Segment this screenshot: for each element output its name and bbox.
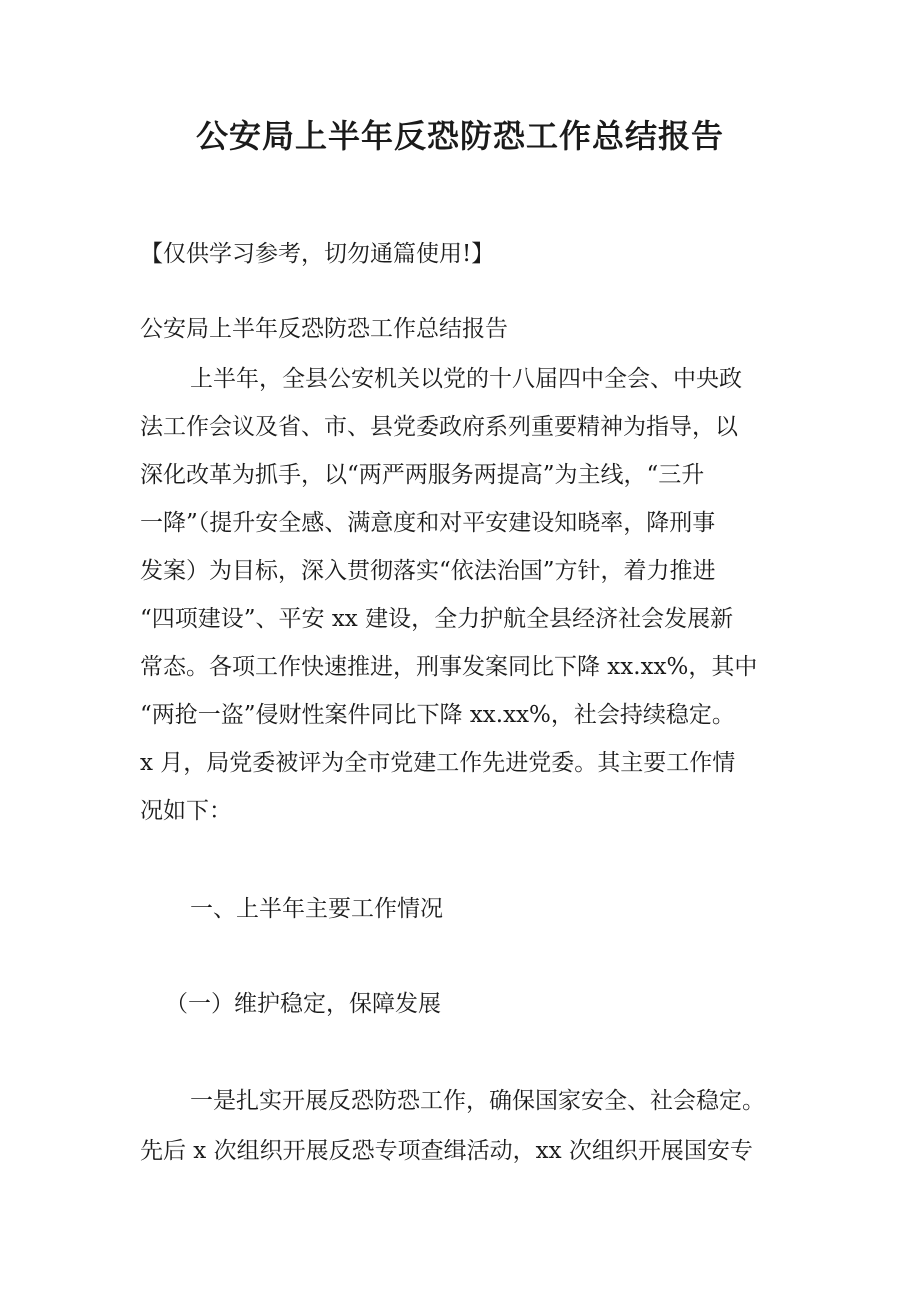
- paragraph-line: 发案）为目标，深入贯彻落实“依法治国”方针，着力推进: [140, 558, 716, 584]
- subsection-heading: （一）维护稳定，保障发展: [165, 991, 441, 1017]
- paragraph-line: 一降”（提升安全感、满意度和对平安建设知晓率，降刑事: [140, 510, 716, 536]
- paragraph-line: 况如下：: [140, 798, 232, 824]
- paragraph-line: x 月，局党委被评为全市党建工作先进党委。其主要工作情: [140, 750, 736, 776]
- document-title: 公安局上半年反恐防恐工作总结报告: [195, 117, 724, 155]
- paragraph-line: 法工作会议及省、市、县党委政府系列重要精神为指导，以: [140, 414, 738, 440]
- paragraph-line: 常态。各项工作快速推进，刑事发案同比下降 xx.xx%，其中: [140, 654, 758, 680]
- paragraph-line: 先后 x 次组织开展反恐专项查缉活动，xx 次组织开展国安专: [140, 1138, 753, 1164]
- paragraph-line: “四项建设”、平安 xx 建设，全力护航全县经济社会发展新: [140, 606, 734, 632]
- paragraph-line: 一是扎实开展反恐防恐工作，确保国家安全、社会稳定。: [190, 1088, 765, 1114]
- paragraph-line: 深化改革为抓手，以“两严两服务两提高”为主线，“三升: [140, 462, 705, 488]
- paragraph-line: “两抢一盗”侵财性案件同比下降 xx.xx%，社会持续稳定。: [140, 702, 735, 728]
- usage-notice: 【仅供学习参考，切勿通篇使用!】: [140, 241, 495, 267]
- section-heading: 一、上半年主要工作情况: [190, 896, 443, 922]
- paragraph-line: 上半年，全县公安机关以党的十八届四中全会、中央政: [190, 366, 742, 392]
- document-subtitle: 公安局上半年反恐防恐工作总结报告: [140, 316, 508, 342]
